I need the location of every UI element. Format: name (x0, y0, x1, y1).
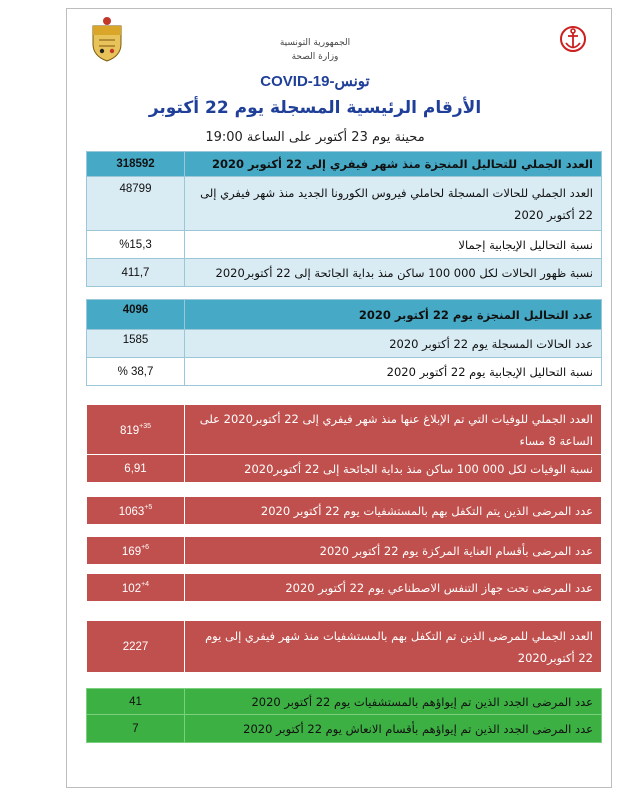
table-row (87, 405, 602, 455)
table-row (87, 358, 602, 386)
row-value (87, 497, 185, 525)
ministry-label: وزارة الصحة (291, 52, 339, 62)
value-delta: +6 (141, 543, 150, 551)
table-row (87, 497, 602, 525)
row-value (87, 574, 185, 602)
table-row (87, 455, 602, 483)
value-number: 819 (119, 424, 140, 437)
hospital-row-1 (86, 496, 602, 525)
table-row (87, 330, 602, 358)
row-label: نسبة ظهور الحالات لكل 000 100 ساكن منذ بداية الجائحة إلى 22 أكتوبر2020 (185, 259, 602, 287)
value-number: 102 (121, 582, 142, 595)
table-row (87, 231, 602, 259)
row-value: 411,7 (87, 259, 185, 287)
row-value: 1585 (87, 330, 185, 358)
row-value: 38,7 % (87, 358, 185, 386)
daily-table (86, 299, 602, 386)
table-row (87, 300, 602, 330)
row-value: 48799 (87, 177, 185, 231)
hospital-row-3 (86, 573, 602, 602)
table-row (87, 259, 602, 287)
deaths-table (86, 404, 602, 483)
row-value (87, 537, 185, 565)
row-label: عدد المرضى بأقسام العناية المركزة يوم 22 أكتوبر 2020 (185, 537, 602, 565)
hospital-row-2 (86, 536, 602, 565)
page-title-en: COVID-19-تونس (260, 73, 370, 90)
table-row (87, 152, 602, 177)
row-value: %15,3 (87, 231, 185, 259)
row-label: العدد الجملي للوفيات التي تم الإبلاغ عنها منذ شهر فيفري إلى 22 أكتوبر2020 على الساعة 8 مساء (185, 405, 602, 455)
page-title-ar: الأرقام الرئيسية المسجلة يوم 22 أكتوبر (148, 98, 482, 118)
hospital-row-4 (86, 620, 602, 673)
row-value: 318592 (87, 152, 185, 177)
table-row (87, 715, 602, 743)
table-row (87, 689, 602, 715)
table-row (87, 621, 602, 673)
row-label: العدد الجملي للحالات المسجلة لحاملي فيروس الكورونا الجديد منذ شهر فيفري إلى 22 أكتوبر 2020 (185, 177, 602, 231)
row-label: عدد المرضى الذين يتم التكفل بهم بالمستشفيات يوم 22 أكتوبر 2020 (185, 497, 602, 525)
new-admissions-table (86, 688, 602, 743)
update-time: محينة يوم 23 أكتوبر على الساعة 19:00 (205, 130, 425, 145)
row-label: عدد التحاليل المنجزة يوم 22 أكتوبر 2020 (185, 300, 602, 330)
row-label: عدد الحالات المسجلة يوم 22 أكتوبر 2020 (185, 330, 602, 358)
table-row (87, 537, 602, 565)
row-label: عدد المرضى تحت جهاز التنفس الاصطناعي يوم 22 أكتوبر 2020 (185, 574, 602, 602)
row-value: 7 (87, 715, 185, 743)
row-value: 2227 (87, 621, 185, 673)
row-label: عدد المرضى الجدد الذين تم إيواؤهم بأقسام الانعاش يوم 22 أكتوبر 2020 (185, 715, 602, 743)
row-label: العدد الجملي للمرضى الذين تم التكفل بهم بالمستشفيات منذ شهر فيفري إلى يوم 22 أكتوبر2020 (185, 621, 602, 673)
row-label: نسبة التحاليل الإيجابية يوم 22 أكتوبر 2020 (185, 358, 602, 386)
value-delta: +5 (144, 503, 153, 511)
value-delta: +35 (139, 422, 152, 430)
value-number: 1063 (118, 505, 145, 518)
row-label: عدد المرضى الجدد الذين تم إيواؤهم بالمستشفيات يوم 22 أكتوبر 2020 (185, 689, 602, 715)
cumulative-table (86, 151, 602, 287)
row-label: العدد الجملي للتحاليل المنجزة منذ شهر فيفري إلى 22 أكتوبر 2020 (185, 152, 602, 177)
republic-label: الجمهورية التونسية (279, 38, 351, 48)
row-label: نسبة التحاليل الإيجابية إجمالا (185, 231, 602, 259)
row-value: 6,91 (87, 455, 185, 483)
row-label: نسبة الوفيات لكل 000 100 ساكن منذ بداية الجائحة إلى 22 أكتوبر2020 (185, 455, 602, 483)
row-value: 41 (87, 689, 185, 715)
table-row (87, 177, 602, 231)
value-delta: +4 (141, 580, 150, 588)
table-row (87, 574, 602, 602)
row-value: 4096 (87, 300, 185, 330)
value-number: 169 (121, 545, 142, 558)
row-value (87, 405, 185, 455)
